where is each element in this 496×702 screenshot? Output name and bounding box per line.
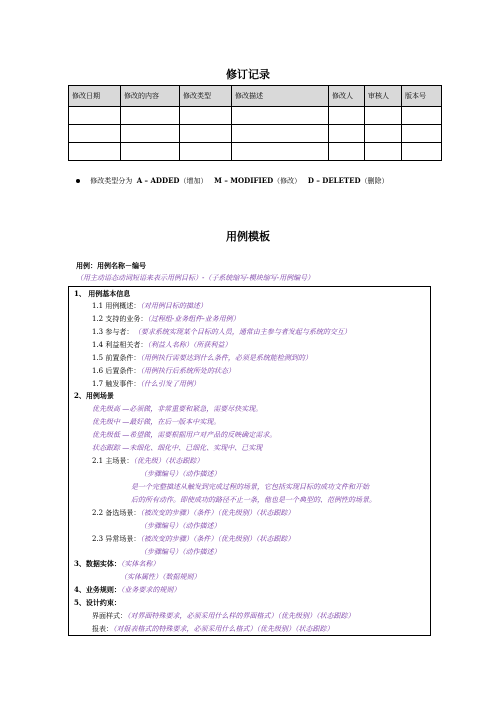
usecase-name-line: 用例：用例名称－编号 [76, 261, 146, 270]
priority-line: 优先级低 —希望做，需要根据用户对产品的反映确定需求。 [92, 431, 277, 439]
main-scenario-desc: 后的所有动作。即使成功的路径不止一条，他也是一个典型的、范例性的场景。 [131, 496, 376, 504]
main-scenario-desc: 是一个完整描述从触发到完成过程的场景，它包括实现目标的成功文件和开始 [131, 483, 369, 491]
table-cell [402, 107, 442, 125]
table-cell [180, 143, 232, 161]
table-cell [180, 125, 232, 143]
table-cell [121, 143, 180, 161]
list-item: 1.4 利益相关者：（利益人名称）（所获利益） [92, 341, 232, 349]
table-row [69, 125, 442, 143]
table-cell [121, 107, 180, 125]
table-cell [69, 143, 121, 161]
table-cell [232, 107, 329, 125]
ui-style-line: 界面样式：（对界面特殊要求，必须采用什么样的界面格式）（优先级别）（状态跟踪） [92, 612, 355, 620]
revision-table [68, 85, 442, 161]
note-modified-cn: （修改） [273, 177, 302, 185]
note-added: A – ADDED [136, 176, 180, 185]
list-item: 1.2 支持的业务：（过程组-业务组件-业务用例） [92, 315, 240, 323]
header-cell: 修改人 [329, 86, 365, 107]
list-item: 1.7 触发事件：（什么引发了用例） [92, 380, 200, 388]
main-scenario-step: （步骤编号）（动作描述） [140, 470, 221, 478]
list-item: 1.3 参与者： （要求系统实现某个目标的人员，通常由主参与者发起与系统的交互） [92, 328, 351, 336]
note-prefix: 修改类型分为 [90, 177, 133, 185]
table-row [69, 107, 442, 125]
priority-line: 状态跟踪 —未细化、细化中、已细化、实现中、已实现 [92, 444, 263, 452]
bullet-icon [76, 179, 80, 183]
table-cell [402, 143, 442, 161]
note-modified: M – MODIFIED [214, 176, 274, 185]
priority-line: 优先级高 —必须做，非常重要和紧急，需要尽快实现。 [92, 405, 263, 413]
usecase-hint: （用主动语态动词短语来表示用例目标）-（子系统缩写-模块缩写-用例编号） [76, 274, 315, 282]
main-scenario: 2.1 主场景：（优先级）（状态跟踪） [92, 457, 204, 465]
section-basic-info: 1、 用例基本信息 [74, 289, 131, 298]
list-item: 1.5 前置条件：（用例执行需要达到什么条件，必须是系统能检测到的） [92, 354, 312, 362]
revision-note [76, 176, 389, 186]
section-design-constraints: 5、设计约束： [74, 598, 121, 607]
template-title: 用例模板 [226, 230, 270, 243]
table-cell [329, 143, 365, 161]
data-entity-attrs: （实体属性）（数据规则） [120, 573, 201, 581]
alternate-scenario: 2.2 备选场景：（被改变的步骤）（条件）（优先级别）（状态跟踪） [92, 509, 295, 517]
table-cell [365, 125, 402, 143]
table-cell [365, 143, 402, 161]
table-cell [69, 125, 121, 143]
alternate-scenario-step: （步骤编号）（动作描述） [140, 522, 221, 530]
table-cell [329, 107, 365, 125]
header-cell: 修改日期 [69, 86, 121, 107]
section-data-entity: 3、数据实体：（实体名称） [74, 559, 160, 568]
note-added-cn: （增加） [179, 177, 208, 185]
table-cell [232, 125, 329, 143]
table-header-row [69, 86, 442, 107]
table-cell [180, 107, 232, 125]
exception-scenario-step: （步骤编号）（动作描述） [140, 548, 221, 556]
note-deleted: D – DELETED [307, 176, 361, 185]
priority-line: 优先级中 —最好做，在后一版本中实现。 [92, 418, 221, 426]
section-scenarios: 2、用例场景 [74, 391, 114, 400]
table-cell [69, 107, 121, 125]
list-item: 1.1 用例概述：（对用例目标的描述） [92, 302, 207, 310]
list-item: 1.6 后置条件：（用例执行后系统所处的状态） [92, 367, 235, 375]
header-cell: 修改的内容 [121, 86, 180, 107]
table-row [69, 143, 442, 161]
report-line: 报表：（对报表格式的特殊要求，必须采用什么格式）（优先级别）（状态跟踪） [92, 625, 334, 633]
header-cell: 审核人 [365, 86, 402, 107]
table-cell [329, 125, 365, 143]
header-cell: 修改描述 [232, 86, 329, 107]
header-cell: 版本号 [402, 86, 442, 107]
table-cell [232, 143, 329, 161]
exception-scenario: 2.3 异常场景：（被改变的步骤）（条件）（优先级别）（状态跟踪） [92, 535, 295, 543]
revision-title: 修订记录 [226, 68, 270, 81]
table-cell [121, 125, 180, 143]
note-deleted-cn: （删除） [360, 177, 389, 185]
table-cell [402, 125, 442, 143]
table-cell [365, 107, 402, 125]
header-cell: 修改类型 [180, 86, 232, 107]
section-business-rules: 4、业务规则：（业务要求的规则） [74, 585, 181, 594]
